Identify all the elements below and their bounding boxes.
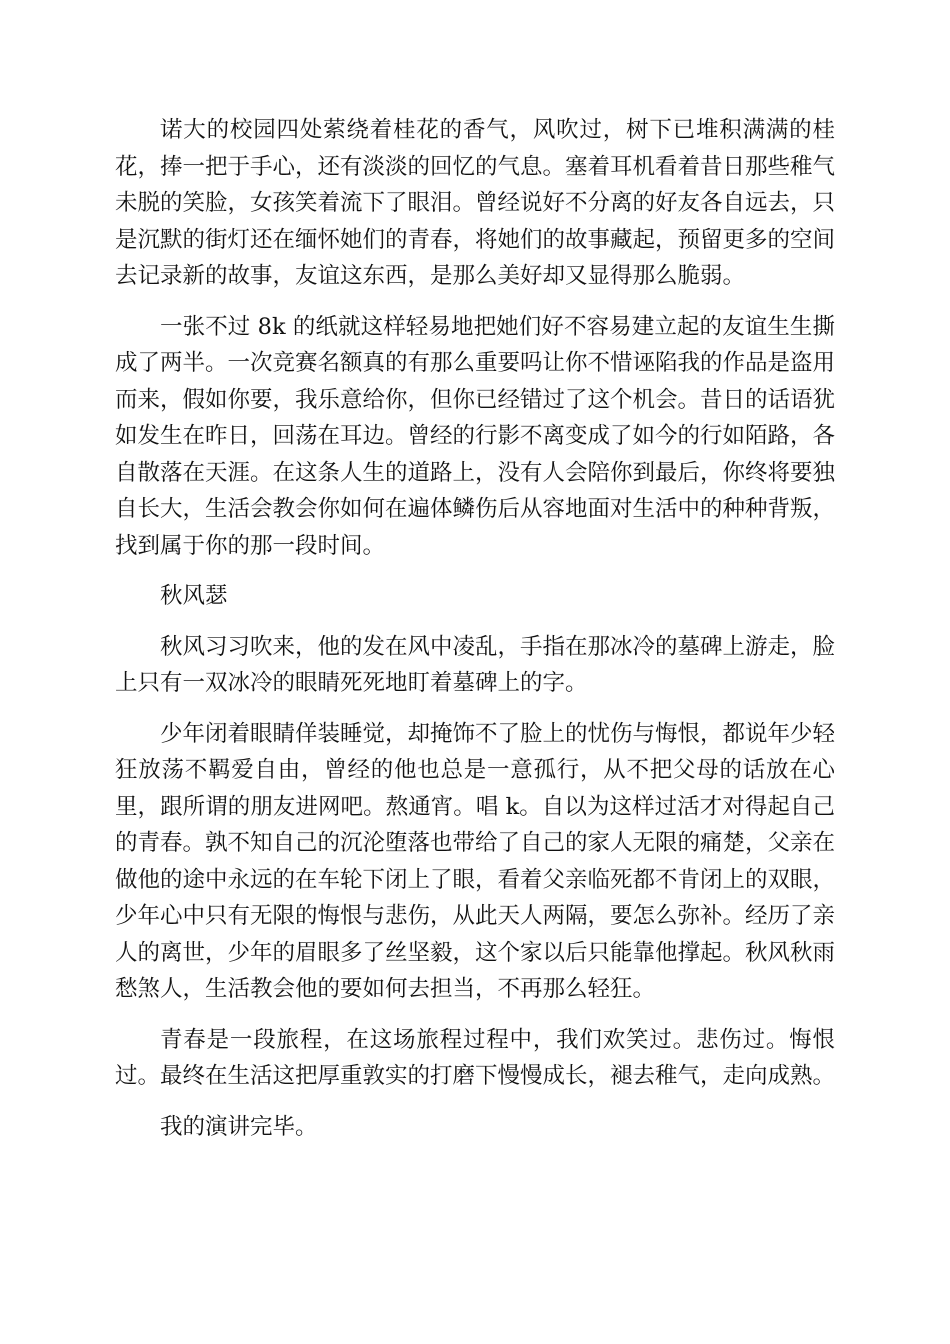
closing-line: 我的演讲完毕。 xyxy=(160,1113,318,1140)
paragraph-osmanthus-campus: 诺大的校园四处萦绕着桂花的香气，风吹过，树下已堆积满满的桂花，捧一把于手心，还有淡淡的回忆的气息。塞着耳机看着昔日那些稚气未脱的笑脸，女孩笑着流下了眼泪。曾经说好不分离的好友各自远去，只是沉默的街灯还在缅怀她们的青春，将她们的故事藏起，预留更多的空间去记录新的故事，友谊这东西，是那么美好却又显得那么脆弱。 xyxy=(115,117,836,289)
paragraph-broken-friendship: 一张不过 8k 的纸就这样轻易地把她们好不容易建立起的友谊生生撕成了两半。一次竞赛名额真的有那么重要吗让你不惜诬陷我的作品是盗用而来，假如你要，我乐意给你，但你已经错过了这个机会。昔日的话语犹如发生在昨日，回荡在耳边。曾经的行影不离变成了如今的行如陌路，各自散落在天涯。在这条人生的道路上，没有人会陪你到最后，你终将要独自长大，生活会教会你如何在遍体鳞伤后从容地面对生活中的种种背叛，找到属于你的那一段时间。 xyxy=(115,313,836,559)
paragraph-youth-journey: 青春是一段旅程，在这场旅程过程中，我们欢笑过。悲伤过。悔恨过。最终在生活这把厚重敦实的打磨下慢慢成长，褪去稚气，走向成熟。 xyxy=(115,1026,836,1089)
paragraph-gravestone: 秋风习习吹来，他的发在风中凌乱，手指在那冰冷的墓碑上游走，脸上只有一双冰冷的眼睛死死地盯着墓碑上的字。 xyxy=(115,633,836,696)
document-body xyxy=(115,112,835,1159)
section-heading-autumn-wind: 秋风瑟 xyxy=(160,583,228,609)
paragraph-youth-regret: 少年闭着眼睛佯装睡觉，却掩饰不了脸上的忧伤与悔恨，都说年少轻狂放荡不羁爱自由，曾经的他也总是一意孤行，从不把父母的话放在心里，跟所谓的朋友进网吧。熬通宵。唱 k。自以为这样过活才对得起自己的青春。孰不知自己的沉沦堕落也带给了自己的家人无限的痛楚，父亲在做他的途中永远的在车轮下闭上了眼，看着父亲临死都不肯闭上的双眼，少年心中只有无限的悔恨与悲伤，从此天人两隔，要怎么弥补。经历了亲人的离世，少年的眉眼多了丝坚毅，这个家以后只能靠他撑起。秋风秋雨愁煞人，生活教会他的要如何去担当，不再那么轻狂。 xyxy=(115,720,836,1002)
